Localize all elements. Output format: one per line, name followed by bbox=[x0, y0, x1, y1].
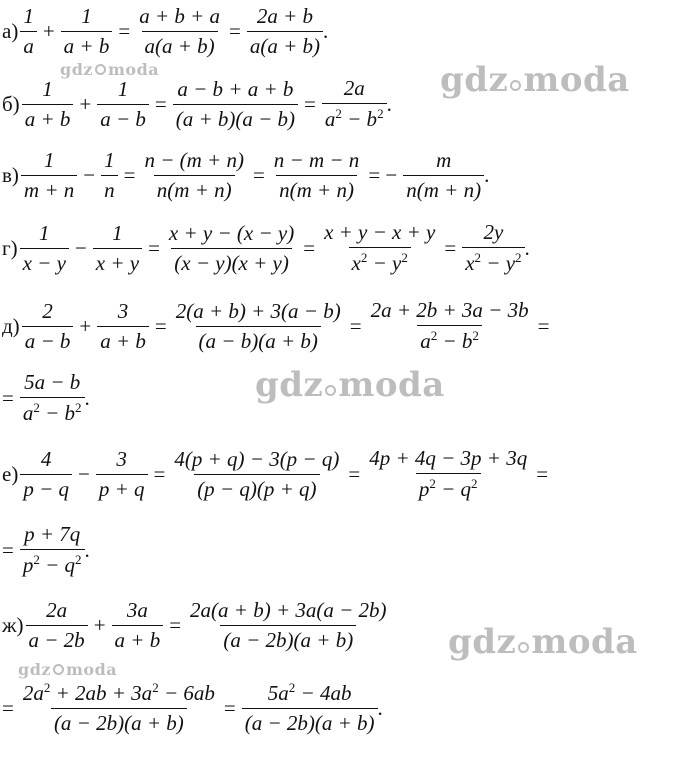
label-d: д) bbox=[2, 313, 20, 338]
fraction: $\frac{m}{n(m + n)}$ bbox=[403, 148, 484, 203]
fraction: $\frac{p + 7q}{p^2 - q^2}$ bbox=[20, 522, 85, 578]
fraction: $\frac{n - m - n}{n(m + n)}$ bbox=[273, 148, 360, 202]
equation-v: в) $\frac{1}{m + n}$ − $\frac{1}{n}$ = $\frac{n - (m + n)}{n(m + n)}$ = $\frac{n - m - n}{n(m + n)}$ = − $\frac{m}{n(m + n)}$ . bbox=[2, 148, 490, 202]
label-v: в) bbox=[2, 163, 19, 187]
fraction: $\frac{1}{a}$ bbox=[20, 4, 37, 59]
fraction: $\frac{x + y - x + y}{x^2 - y^2}$ bbox=[324, 220, 436, 275]
equation-e-cont: = $\frac{p + 7q}{p^2 - q^2}$ . bbox=[2, 522, 90, 577]
fraction: $\frac{3}{a + b}$ bbox=[97, 299, 149, 354]
fraction: $\frac{1}{a - b}$ bbox=[97, 77, 149, 132]
watermark-small-2: gdz moda bbox=[18, 660, 118, 679]
fraction: $\frac{2a(a + b) + 3a(a - 2b)}{(a - 2b)(a + b)}$ bbox=[190, 598, 387, 652]
equation-zh-cont: = $\frac{2a^2 + 2ab + 3a^2 - 6ab}{(a - 2b)(a + b)}$ = $\frac{5a^2 - 4ab}{(a - 2b)(a + b)}$ . bbox=[2, 680, 383, 735]
fraction: $\frac{1}{a + b}$ bbox=[61, 4, 113, 59]
fraction: $\frac{2a + b}{a(a + b)}$ bbox=[247, 4, 323, 59]
label-e: е) bbox=[2, 461, 19, 486]
watermark-small-1: gdz moda bbox=[60, 60, 160, 79]
fraction: $\frac{2a + 2b + 3a - 3b}{a^2 - b^2}$ bbox=[370, 298, 529, 353]
fraction: $\frac{3a}{a + b}$ bbox=[112, 598, 164, 653]
equation-d-cont: = $\frac{5a - b}{a^2 - b^2}$ . bbox=[2, 370, 90, 425]
fraction: $\frac{4(p + q) - 3(p - q)}{(p - q)(p + q)}$ bbox=[174, 446, 340, 501]
fraction: $\frac{n - (m + n)}{n(m + n)}$ bbox=[144, 148, 244, 202]
label-a: а) bbox=[2, 19, 19, 43]
fraction: $\frac{2(a + b) + 3(a - b)}{(a - b)(a + b)}$ bbox=[175, 298, 341, 353]
watermark-big-2: gdz moda bbox=[255, 365, 445, 405]
equation-e: е) $\frac{4}{p - q}$ − $\frac{3}{p + q}$ = $\frac{4(p + q) - 3(p - q)}{(p - q)(p + q)}$ = $\frac{4p + 4q - 3p + 3q}{p^2 - q^2}$ = bbox=[2, 446, 549, 501]
fraction: $\frac{4}{p - q}$ bbox=[20, 447, 72, 502]
equation-g: г) $\frac{1}{x - y}$ − $\frac{1}{x + y}$ = $\frac{x + y - (x - y)}{(x - y)(x + y)}$ = $\frac{x + y - x + y}{x^2 - y^2}$ = $\frac{2y}{x^2 - y^2}$ . bbox=[2, 220, 530, 275]
equation-a: а) $\frac{1}{a}$ + $\frac{1}{a + b}$ = $\frac{a + b + a}{a(a + b)}$ = $\frac{2a + b}{a(a + b)}$ . bbox=[2, 4, 329, 58]
fraction: $\frac{2y}{x^2 - y^2}$ bbox=[462, 220, 524, 276]
fraction: $\frac{x + y - (x - y)}{(x - y)(x + y)}$ bbox=[168, 220, 295, 275]
equation-zh: ж) $\frac{2a}{a - 2b}$ + $\frac{3a}{a + b}$ = $\frac{2a(a + b) + 3a(a - 2b)}{(a - 2b)(a + b)}$ bbox=[2, 598, 390, 653]
fraction: $\frac{1}{x + y}$ bbox=[93, 221, 142, 276]
fraction: $\frac{2a^2 + 2ab + 3a^2 - 6ab}{(a - 2b)(a + b)}$ bbox=[22, 680, 215, 735]
fraction: $\frac{a - b + a + b}{(a + b)(a - b)}$ bbox=[173, 77, 298, 132]
fraction: $\frac{1}{x - y}$ bbox=[20, 221, 69, 276]
fraction: $\frac{a + b + a}{a(a + b)}$ bbox=[139, 4, 221, 58]
fraction: $\frac{2a}{a^2 - b^2}$ bbox=[322, 76, 387, 132]
fraction: $\frac{1}{m + n}$ bbox=[21, 148, 77, 203]
watermark-big-1: gdz moda bbox=[440, 60, 630, 100]
fraction: $\frac{2a}{a - 2b}$ bbox=[26, 598, 88, 653]
label-b: б) bbox=[2, 91, 20, 116]
fraction: $\frac{2}{a - b}$ bbox=[22, 299, 74, 354]
fraction: $\frac{3}{p + q}$ bbox=[96, 447, 148, 502]
equation-b: б) $\frac{1}{a + b}$ + $\frac{1}{a - b}$ = $\frac{a - b + a + b}{(a + b)(a - b)}$ = $\frac{2a}{a^2 - b^2}$ . bbox=[2, 76, 392, 131]
fraction: $\frac{4p + 4q - 3p + 3q}{p^2 - q^2}$ bbox=[369, 446, 528, 501]
label-zh: ж) bbox=[2, 613, 24, 637]
fraction: $\frac{1}{n}$ bbox=[101, 148, 118, 203]
label-g: г) bbox=[2, 235, 18, 260]
fraction: $\frac{1}{a + b}$ bbox=[22, 77, 74, 132]
fraction: $\frac{5a - b}{a^2 - b^2}$ bbox=[20, 370, 85, 426]
fraction: $\frac{5a^2 - 4ab}{(a - 2b)(a + b)}$ bbox=[242, 680, 378, 736]
equation-d: д) $\frac{2}{a - b}$ + $\frac{3}{a + b}$ = $\frac{2(a + b) + 3(a - b)}{(a - b)(a + b)}$ = $\frac{2a + 2b + 3a - 3b}{a^2 - b^2}$ = bbox=[2, 298, 550, 353]
watermark-big-3: gdz moda bbox=[448, 622, 638, 662]
